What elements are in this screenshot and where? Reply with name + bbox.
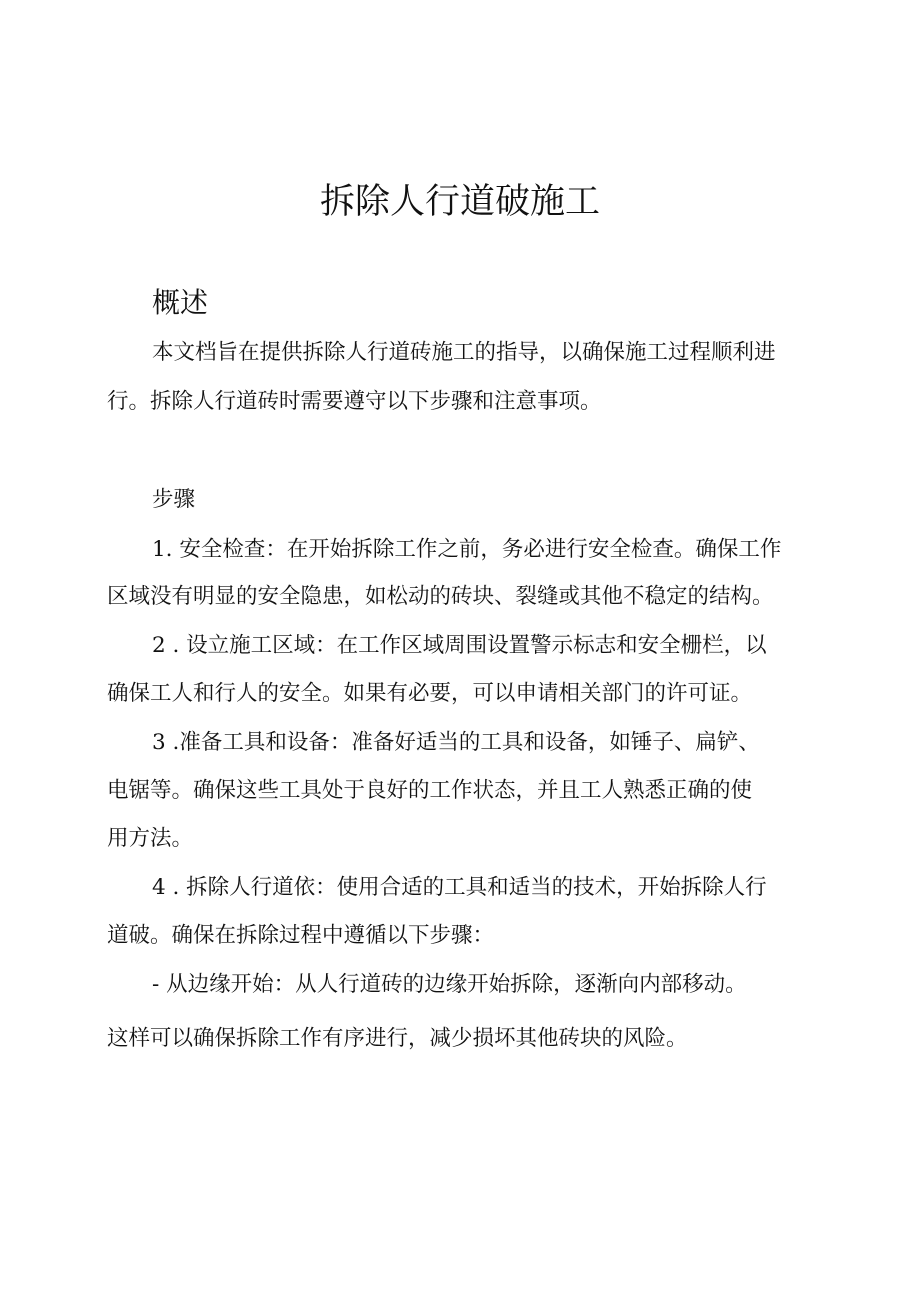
step1-line-2: 区域没有明显的安全隐患，如松动的砖块、裂缝或其他不稳定的结构。 <box>107 584 774 609</box>
step3-line-2: 电锯等。确保这些工具处于良好的工作状态，并且工人熟悉正确的使 <box>107 778 753 803</box>
step3-line-1: 3 .准备工具和设备：准备好适当的工具和设备，如锤子、扁铲、 <box>152 730 760 755</box>
step1-line-1: 1. 安全检查：在开始拆除工作之前，务必进行安全检查。确保工作 <box>152 537 782 562</box>
overview-heading: 概述 <box>152 286 209 319</box>
overview-line-2: 行。拆除人行道砖时需要遵守以下步骤和注意事项。 <box>107 389 602 414</box>
step3-line-3: 用方法。 <box>107 826 194 851</box>
step4-sub-line-2: 这样可以确保拆除工作有序进行，减少损坏其他砖块的风险。 <box>107 1026 688 1051</box>
step4-sub-line-1: - 从边缘开始：从人行道砖的边缘开始拆除，逐渐向内部移动。 <box>152 972 747 997</box>
document-title: 拆除人行道破施工 <box>319 182 600 222</box>
step4-line-2: 道破。确保在拆除过程中遵循以下步骤： <box>107 923 495 948</box>
steps-heading: 步骤 <box>152 487 196 512</box>
step2-line-2: 确保工人和行人的安全。如果有必要，可以申请相关部门的许可证。 <box>107 681 753 706</box>
step2-line-1: 2 . 设立施工区域：在工作区域周围设置警示标志和安全栅栏，以 <box>152 633 767 658</box>
overview-line-1: 本文档旨在提供拆除人行道砖施工的指导，以确保施工过程顺利进 <box>152 340 776 365</box>
step4-line-1: 4 . 拆除人行道依：使用合适的工具和适当的技术，开始拆除人行 <box>152 875 767 900</box>
